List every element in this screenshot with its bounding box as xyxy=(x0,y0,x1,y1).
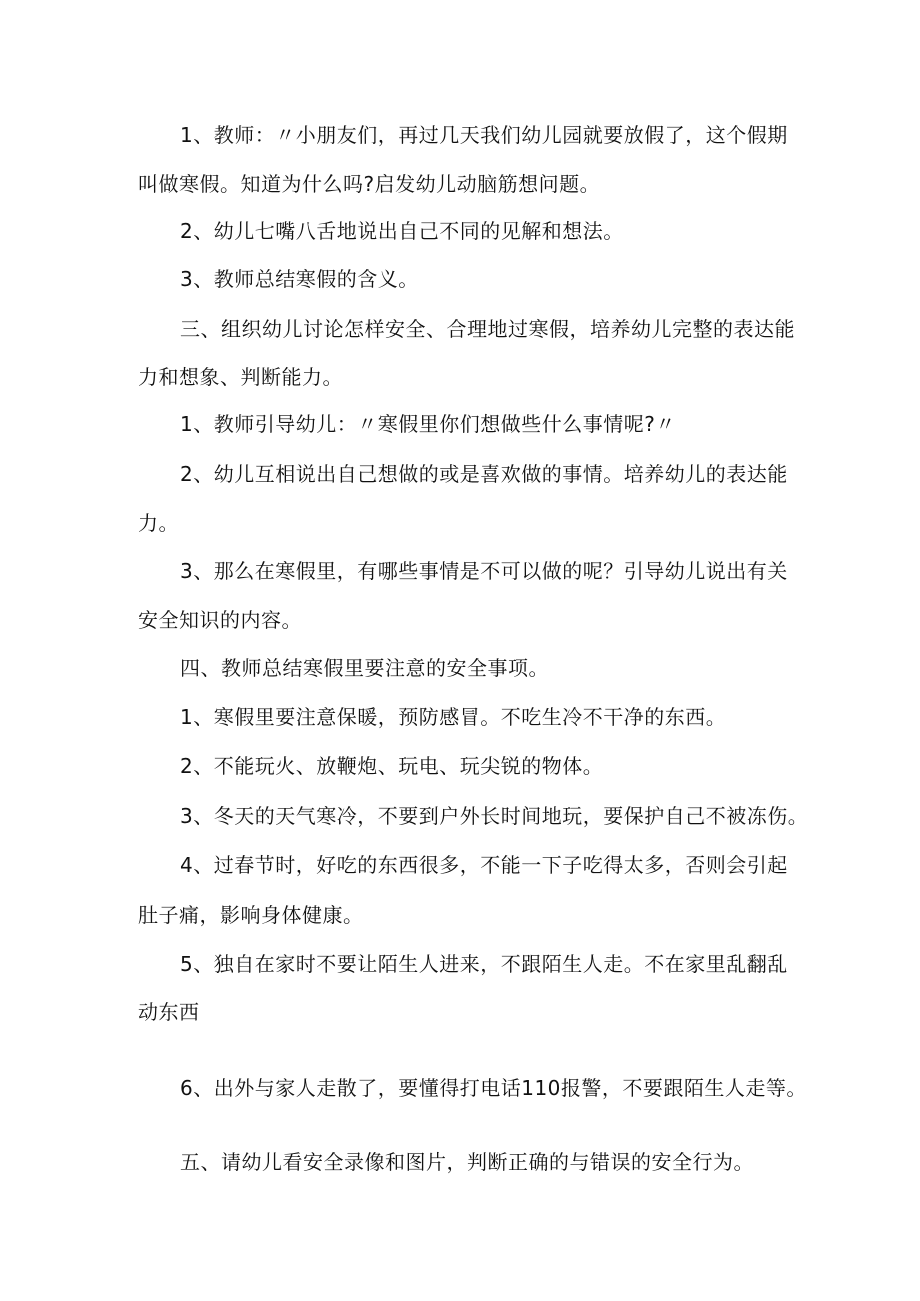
text-line: 安全知识的内容。 xyxy=(138,608,302,632)
text-line: 叫做寒假。知道为什么吗?启发幼儿动脑筋想问题。 xyxy=(138,172,601,196)
text-line: 四、教师总结寒假里要注意的安全事项。 xyxy=(180,656,549,680)
text-line: 3、冬天的天气寒冷，不要到户外长时间地玩，要保护自己不被冻伤。 xyxy=(180,804,809,828)
text-line: 2、幼儿七嘴八舌地说出自己不同的见解和想法。 xyxy=(180,219,624,243)
text-line: 动东西 xyxy=(138,1000,200,1024)
text-line: 4、过春节时，好吃的东西很多，不能一下子吃得太多，否则会引起 xyxy=(180,853,788,877)
text-line: 肚子痛，影响身体健康。 xyxy=(138,903,364,927)
text-line: 力。 xyxy=(138,511,179,535)
text-line: 2、幼儿互相说出自己想做的或是喜欢做的事情。培养幼儿的表达能 xyxy=(180,462,788,486)
text-line: 三、组织幼儿讨论怎样安全、合理地过寒假，培养幼儿完整的表达能 xyxy=(180,317,795,341)
text-line: 1、教师引导幼儿：〃寒假里你们想做些什么事情呢?〃 xyxy=(180,412,676,436)
text-line: 5、独自在家时不要让陌生人进来，不跟陌生人走。不在家里乱翻乱 xyxy=(180,952,788,976)
text-line: 3、那么在寒假里，有哪些事情是不可以做的呢？引导幼儿说出有关 xyxy=(180,559,788,583)
text-line: 1、教师：〃小朋友们，再过几天我们幼儿园就要放假了，这个假期 xyxy=(180,123,788,147)
text-line: 1、寒假里要注意保暖，预防感冒。不吃生冷不干净的东西。 xyxy=(180,705,727,729)
text-line: 6、出外与家人走散了，要懂得打电话110报警，不要跟陌生人走等。 xyxy=(180,1076,807,1100)
text-line: 2、不能玩火、放鞭炮、玩电、玩尖锐的物体。 xyxy=(180,754,604,778)
text-line: 3、教师总结寒假的含义。 xyxy=(180,267,419,291)
text-line: 力和想象、判断能力。 xyxy=(138,365,343,389)
text-line: 五、请幼儿看安全录像和图片，判断正确的与错误的安全行为。 xyxy=(180,1150,754,1174)
